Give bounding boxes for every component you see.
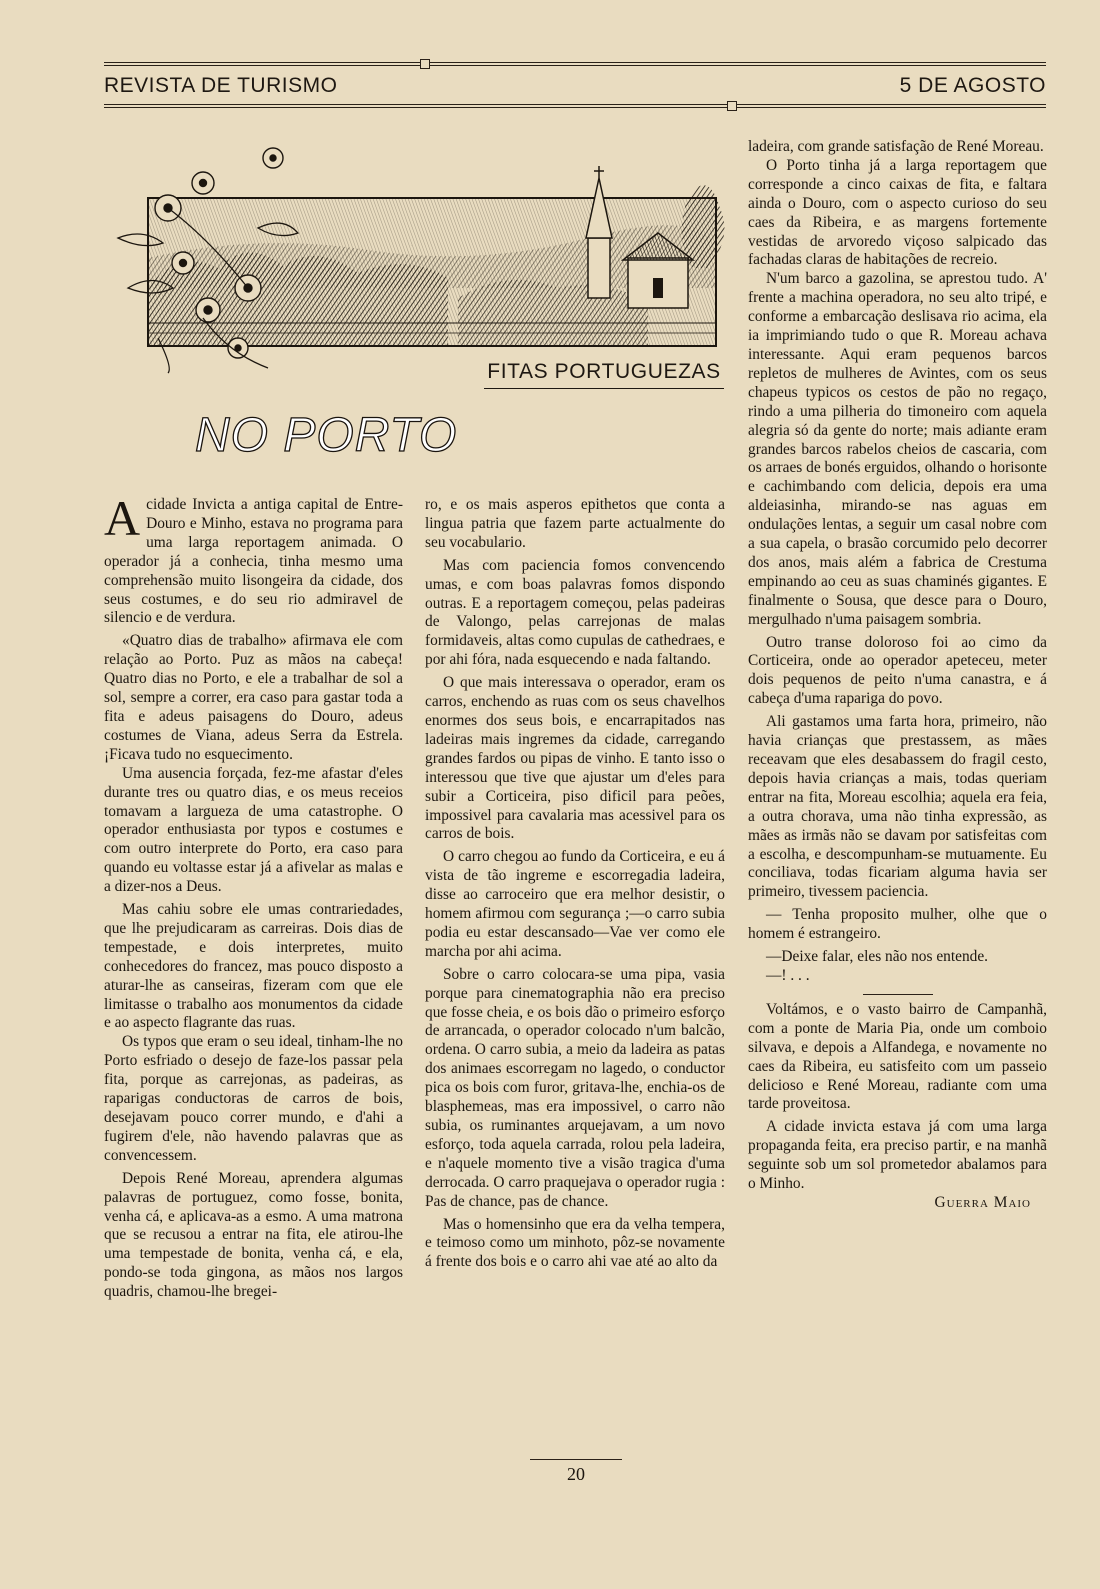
paragraph: A cidade invicta estava já com uma larga propaganda feita, era preciso partir, e na manhã seguinte sob um sol prometedor abalamos para o Minho. [748, 1118, 1047, 1193]
paragraph: Ali gastamos uma farta hora, primeiro, não havia crianças que prestassem, as mães receavam que eles desabassem do fragil cesto, depois havia crianças a mais, todas queriam entrar na fita, Moreau escolhia; aquela era feia, a outra chorava, uma não tinha expressão, as mães as irmãs não se davam por satisfeitas com a escolha, e descompunham-se mutuamente. Eu conciliava, todas ficariam alguma havia ser primeiro, tivessem paciencia. [748, 713, 1047, 901]
paragraph: Mas o homensinho que era da velha tempera, e teimoso como um minhoto, pôz-se novamente á frente dos bois e o carro ahi vae até ao alto da [425, 1215, 725, 1271]
dialogue-line: —Deixe falar, eles não nos entende. [766, 948, 989, 966]
header-top-rule-2 [104, 65, 1046, 66]
paragraph: Mas cahiu sobre ele umas contrariedades, que lhe prejudicaram as carreiras. Dois dias de tempestade, e dois interpretes, muito conhecedores do francez, mas pouco disposto a aturar-lhe as canseiras, fizeram com que ele limitasse o trabalho aos monumentos da cidade e ao aspecto flagrante das ruas. [104, 901, 403, 1032]
header-bottom-rule-2 [104, 107, 1046, 108]
header-top-rule [104, 62, 1046, 63]
article-title: NO PORTO [195, 409, 458, 462]
paragraph: ladeira, com grande satisfação de René Moreau. [748, 138, 1044, 155]
paragraph: O Porto tinha já a larga reportagem que corresponde a cinco caixas de fita, e faltara ainda o Douro, com o aspecto curioso do seu caes da Ribeira, e as margens fortemente vestidas de arvoredo viçoso salpicado das fachadas claras de habitações de recreio. [748, 156, 1047, 269]
paragraph: O carro chegou ao fundo da Corticeira, e eu á vista de tão ingreme e escorregadia ladeira, disse ao carroceiro que era melhor desistir, o homem afirmou com segurança ;—o carro subia podia eu estar descansado—Vae ver como ele marcha por ahi acima. [425, 848, 725, 960]
dialogue-line: —! . . . [766, 966, 810, 984]
article-kicker: FITAS PORTUGUEZAS [487, 360, 721, 383]
journal-title: REVISTA DE TURISMO [104, 74, 338, 97]
header-bottom-rule [104, 104, 1046, 105]
paragraph: «Quatro dias de trabalho» afirmava ele com relação ao Porto. Puz as mãos na cabeça! Quatro dias no Porto, e ele a trabalhar de sol a sol, sempre a correr, era caso para gastar toda a fita e adeus paisagens do Douro, adeus costumes de Viana, adeus Serra da Estrela. ¡Ficava tudo no esquecimento. [104, 632, 403, 763]
header-ornament-square-2 [727, 101, 737, 111]
dialogue-line: — Tenha proposito mulher, olhe que o homem é estrangeiro. [748, 906, 1047, 943]
landscape-vignette-illustration [108, 138, 728, 378]
paragraph: Sobre o carro colocara-se uma pipa, vasia porque para cinematographia não era preciso que fosse cheia, e os bois dão o primeiro esforço de arrancada, o operador colocado n'um balcão, ordena. O carro subia, a meio da ladeira as patas dos animaes escorregam no lagedo, o conductor pica os bois com furor, gritava-lhe, enchia-os de blasphemeas, mas era impossivel, o carro não subia, os ruminantes arquejavam, a um novo esforço, toda aquela carrada, rolou pela ladeira, e n'aquele momento tive a visão tragica d'uma derrocada. O carro praquejava o operador rugia : Pas de chance, pas de chance. [425, 965, 725, 1210]
footer-rule [530, 1459, 622, 1460]
paragraph: Depois René Moreau, aprendera algumas palavras de portuguez, como fosse, bonita, venha cá, e aplicava-as a esmo. A uma matrona que se recusou a entrar na fita, ele atirou-lhe uma tempestade de bonita, venha cá, e ela, pondo-se toda gingona, as mãos nos largos quadris, chamou-lhe bregei- [104, 1169, 403, 1301]
author-signature: Guerra Maio [934, 1193, 1031, 1211]
text-column-2 [425, 496, 725, 1272]
paragraph: Os typos que eram o seu ideal, tinham-lhe no Porto esfriado o desejo de faze-los passar pela fita, porque as carrejonas, as padeiras, as raparigas conductoras de carros de bois, desejavam pouco correr mundo, e d'ahi a fugirem d'ele, não havendo palavras que as convencessem. [104, 1033, 403, 1164]
kicker-underline [484, 388, 724, 389]
paragraph: Acidade Invicta a antiga capital de Entre-Douro e Minho, estava no programa para uma larga reportagem animada. O operador já a conhecia, tinha mesmo uma comprehensão muito lisongeira da cidade, dos seus costumes, e do seu rio admiravel de silencio e de verdura. [104, 490, 403, 627]
paragraph: N'um barco a gazolina, se aprestou tudo. A' frente a machina operadora, no seu alto tripé, e conforme a embarcação deslisava rio acima, ela ia imprimiando tudo o que R. Moreau achava interessante. Aqui eram pequenos barcos repletos de mulheres de Avintes, com os seus chapeus typicos os cestos de pão no regaço, rindo a uma pilheria do timoneiro com aquela alegria só da gente do norte; mais adiante eram grandes barcos rabelos cheios de cascaria, com os arraes de bonés erguidos, olhando o horisonte e cachimbando com delicia, depois era uma aldeiasinha, mirando-se nas aguas em ondulações lentas, a seguir um casal nobre com a sua capela, o brasão corcumido pelo decorrer dos anos, mais além a fabrica de Crestuma empinando ao ceu as suas chaminés gigantes. E finalmente o Sousa, que desce para o Douro, mergulhado n'uma paisagem sombria. [748, 270, 1047, 628]
paragraph: Mas com paciencia fomos convencendo umas, e com boas palavras fomos dispondo outras. E a reportagem começou, pelas padeiras de Valongo, pelas carrejonas de malas formidaveis, altas como cupulas de cathedraes, e por ahi fóra, nada esquecendo e nada faltando. [425, 556, 725, 669]
paragraph: Outro transe doloroso foi ao cimo da Corticeira, onde ao operador apeteceu, meter dois pequenos de peito n'uma canastra, e á cabeça d'uma rapariga do povo. [748, 633, 1047, 708]
paragraph: Voltámos, e o vasto bairro de Campanhã, com a ponte de Maria Pia, onde um comboio silvava, e depois a Alfandega, e novamente no caes da Ribeira, eu satisfeito com um passeio delicioso e René Moreau, radiante com uma tarde proveitosa. [748, 1000, 1047, 1113]
page-number: 20 [567, 1464, 585, 1484]
section-divider [863, 994, 933, 995]
text-column-1 [104, 490, 403, 1302]
paragraph: Uma ausencia forçada, fez-me afastar d'eles durante tres ou quatro dias, e os meus receios tomavam a largueza de uma catastrophe. O operador enthusiasta por typos e costumes e com outro interprete do Porto, era caso para quando eu voltasse estar já a afivelar as malas e a dizer-nos a Deus. [104, 764, 403, 896]
drop-cap: A [104, 490, 141, 546]
paragraph: O que mais interessava o operador, eram os carros, enchendo as ruas com os seus chavelhos enormes dos seus bois, e encarrapitados nas ladeiras mais ingremes da cidade, carregando grandes fardos ou pipas de vinho. E tanto isso o interessou que tive que ajustar um d'eles para subir a Corticeira, piso dificil para peões, impossivel para cavalaria mas acessivel para os carros de bois. [425, 674, 725, 843]
issue-date: 5 DE AGOSTO [899, 74, 1046, 97]
text-column-3 [748, 138, 1047, 1213]
paragraph: ro, e os mais asperos epithetos que conta a lingua patria que fazem parte actualmente do seu vocabulario. [425, 496, 725, 551]
header-ornament-square [420, 59, 430, 69]
